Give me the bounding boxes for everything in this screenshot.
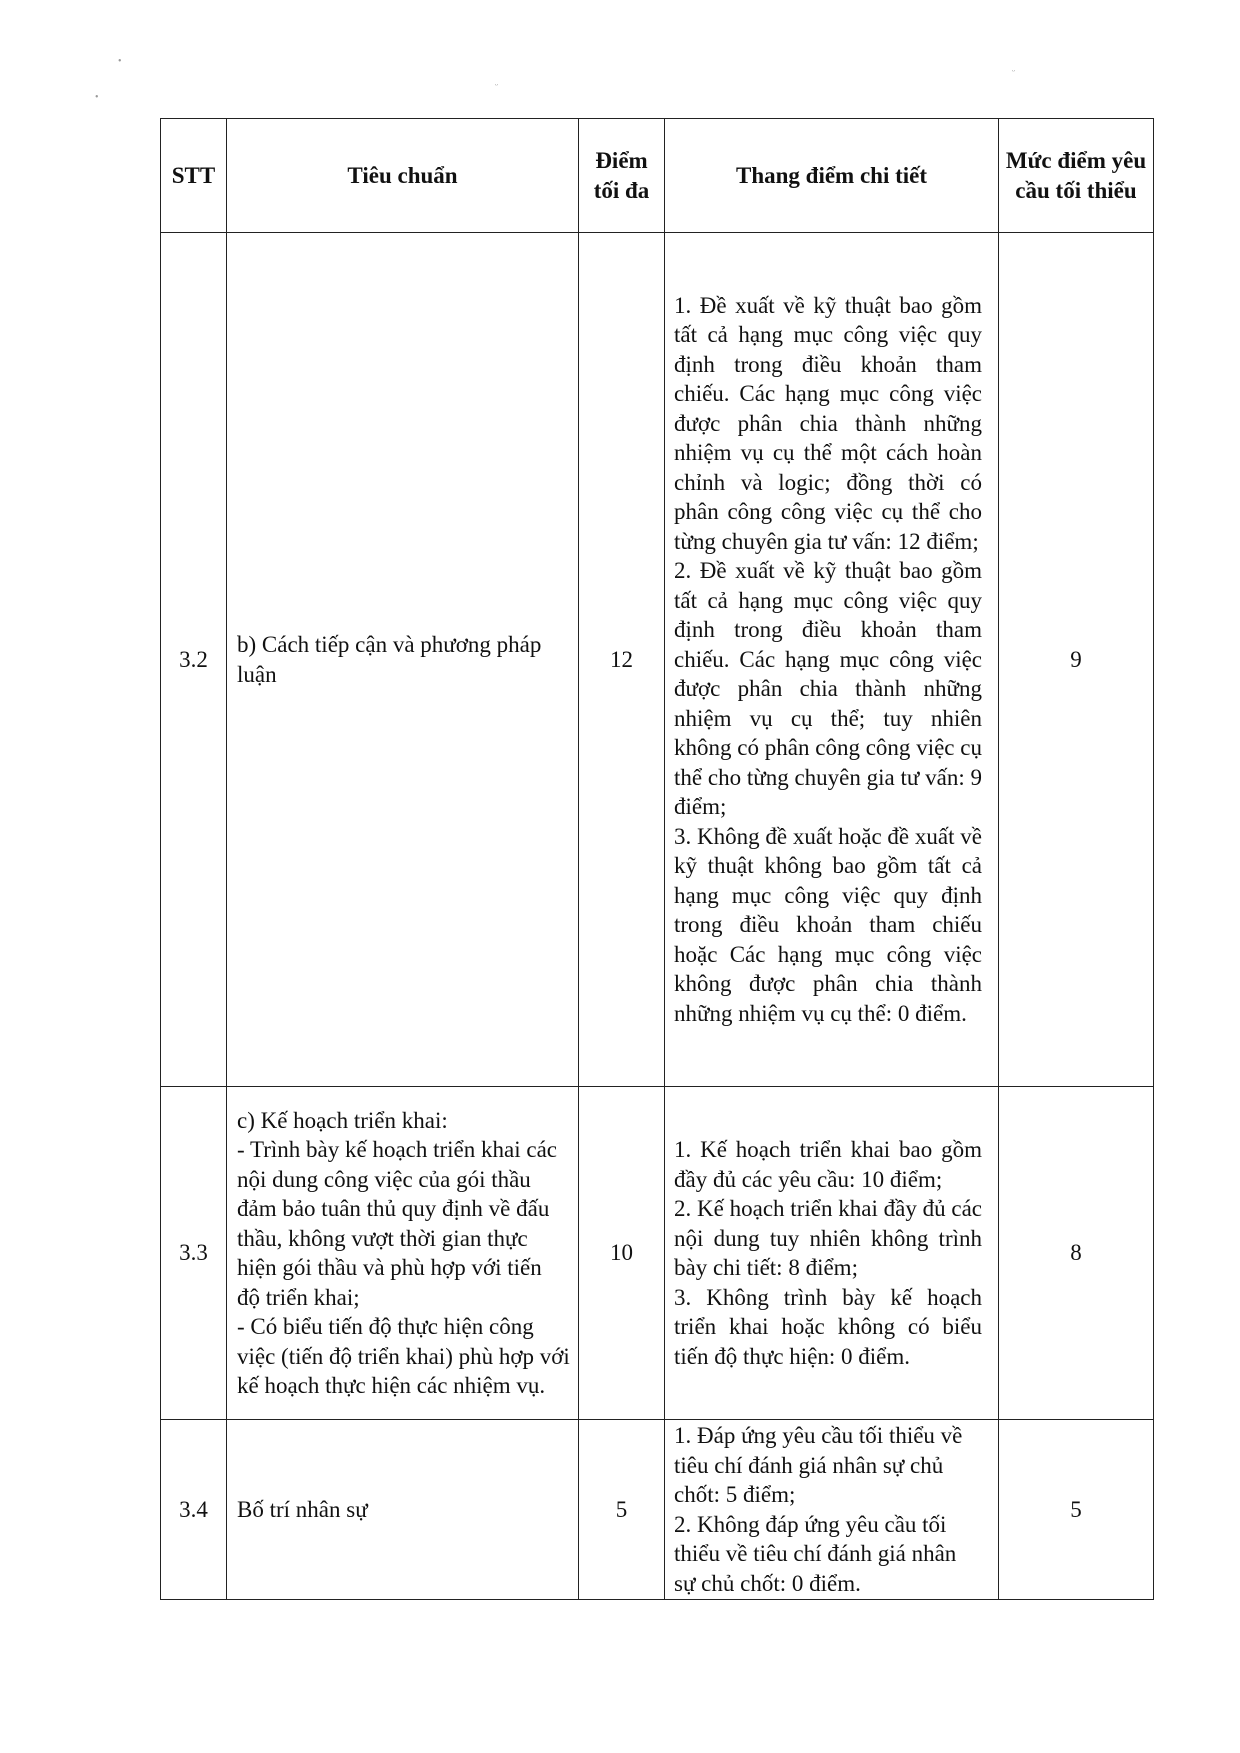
row-details [665,1087,999,1420]
detail-item: 2. Đề xuất về kỹ thuật bao gồm tất cả hạng mục công việc quy định trong điều khoản tham chiếu. Các hạng mục công việc được phân chia thành những nhiệm vụ cụ thể; tuy nhiên không có phân công công việc cụ thể cho từng chuyên gia tư vấn: 9 điểm; [674,558,982,820]
criteria-table [160,118,1154,1600]
row-max-score: 10 [579,1087,665,1420]
row-criterion: Bố trí nhân sự [227,1420,579,1600]
detail-item: 3. Không trình bày kế hoạch triển khai hoặc không có biểu tiến độ thực hiện: 0 điểm. [674,1284,982,1369]
row-criterion: b) Cách tiếp cận và phương pháp luận [227,233,579,1087]
row-min-required: 5 [999,1420,1154,1600]
table-row [161,1087,1154,1420]
header-max-score: Điểm tối đa [579,119,665,233]
criterion-line: - Có biểu tiến độ thực hiện công việc (tiến độ triển khai) phù hợp với kế hoạch thực hiện các nhiệm vụ. [237,1314,570,1398]
scan-speck: ᵕ [1012,66,1015,77]
scan-speck: ᵕ [495,80,498,91]
row-max-score: 5 [579,1420,665,1600]
scan-speck: • [118,56,122,67]
header-scale: Thang điểm chi tiết [665,119,999,233]
detail-item: 3. Không đề xuất hoặc đề xuất về kỹ thuật không bao gồm tất cả hạng mục công việc quy định trong điều khoản tham chiếu hoặc Các hạng mục công việc không được phân chia thành những nhiệm vụ cụ thể: 0 điểm. [674,823,982,1026]
header-criterion: Tiêu chuẩn [227,119,579,233]
detail-item: 2. Kế hoạch triển khai đầy đủ các nội dung tuy nhiên không trình bày chi tiết: 8 điểm; [674,1196,982,1280]
header-min-required: Mức điểm yêu cầu tối thiểu [999,119,1154,233]
header-stt: STT [161,119,227,233]
row-stt: 3.3 [161,1087,227,1420]
detail-item: 1. Kế hoạch triển khai bao gồm đầy đủ các yêu cầu: 10 điểm; [674,1137,982,1192]
detail-item: 1. Đề xuất về kỹ thuật bao gồm tất cả hạng mục công việc quy định trong điều khoản tham chiếu. Các hạng mục công việc được phân chia thành những nhiệm vụ cụ thể một cách hoàn chỉnh và logic; đồng thời có phân công công việc cụ thể cho từng chuyên gia tư vấn: 12 điểm; [674,292,982,554]
criterion-line: c) Kế hoạch triển khai: [237,1107,448,1133]
row-max-score: 12 [579,233,665,1087]
scan-speck: • [95,92,99,103]
detail-item: 1. Đáp ứng yêu cầu tối thiểu về tiêu chí đánh giá nhân sự chủ chốt: 5 điểm; [674,1423,963,1507]
row-details [665,233,999,1087]
row-min-required: 9 [999,233,1154,1087]
row-criterion [227,1087,579,1420]
detail-item: 2. Không đáp ứng yêu cầu tối thiểu về tiêu chí đánh giá nhân sự chủ chốt: 0 điểm. [674,1511,957,1596]
header-row [161,119,1154,233]
table-row [161,1420,1154,1600]
row-details [665,1420,999,1600]
row-min-required: 8 [999,1087,1154,1420]
criterion-line: - Trình bày kế hoạch triển khai các nội dung công việc của gói thầu đảm bảo tuân thủ quy định về đấu thầu, không vượt thời gian thực hiện gói thầu và phù hợp với tiến độ triển khai; [237,1137,557,1310]
row-stt: 3.2 [161,233,227,1087]
row-stt: 3.4 [161,1420,227,1600]
table-row [161,233,1154,1087]
